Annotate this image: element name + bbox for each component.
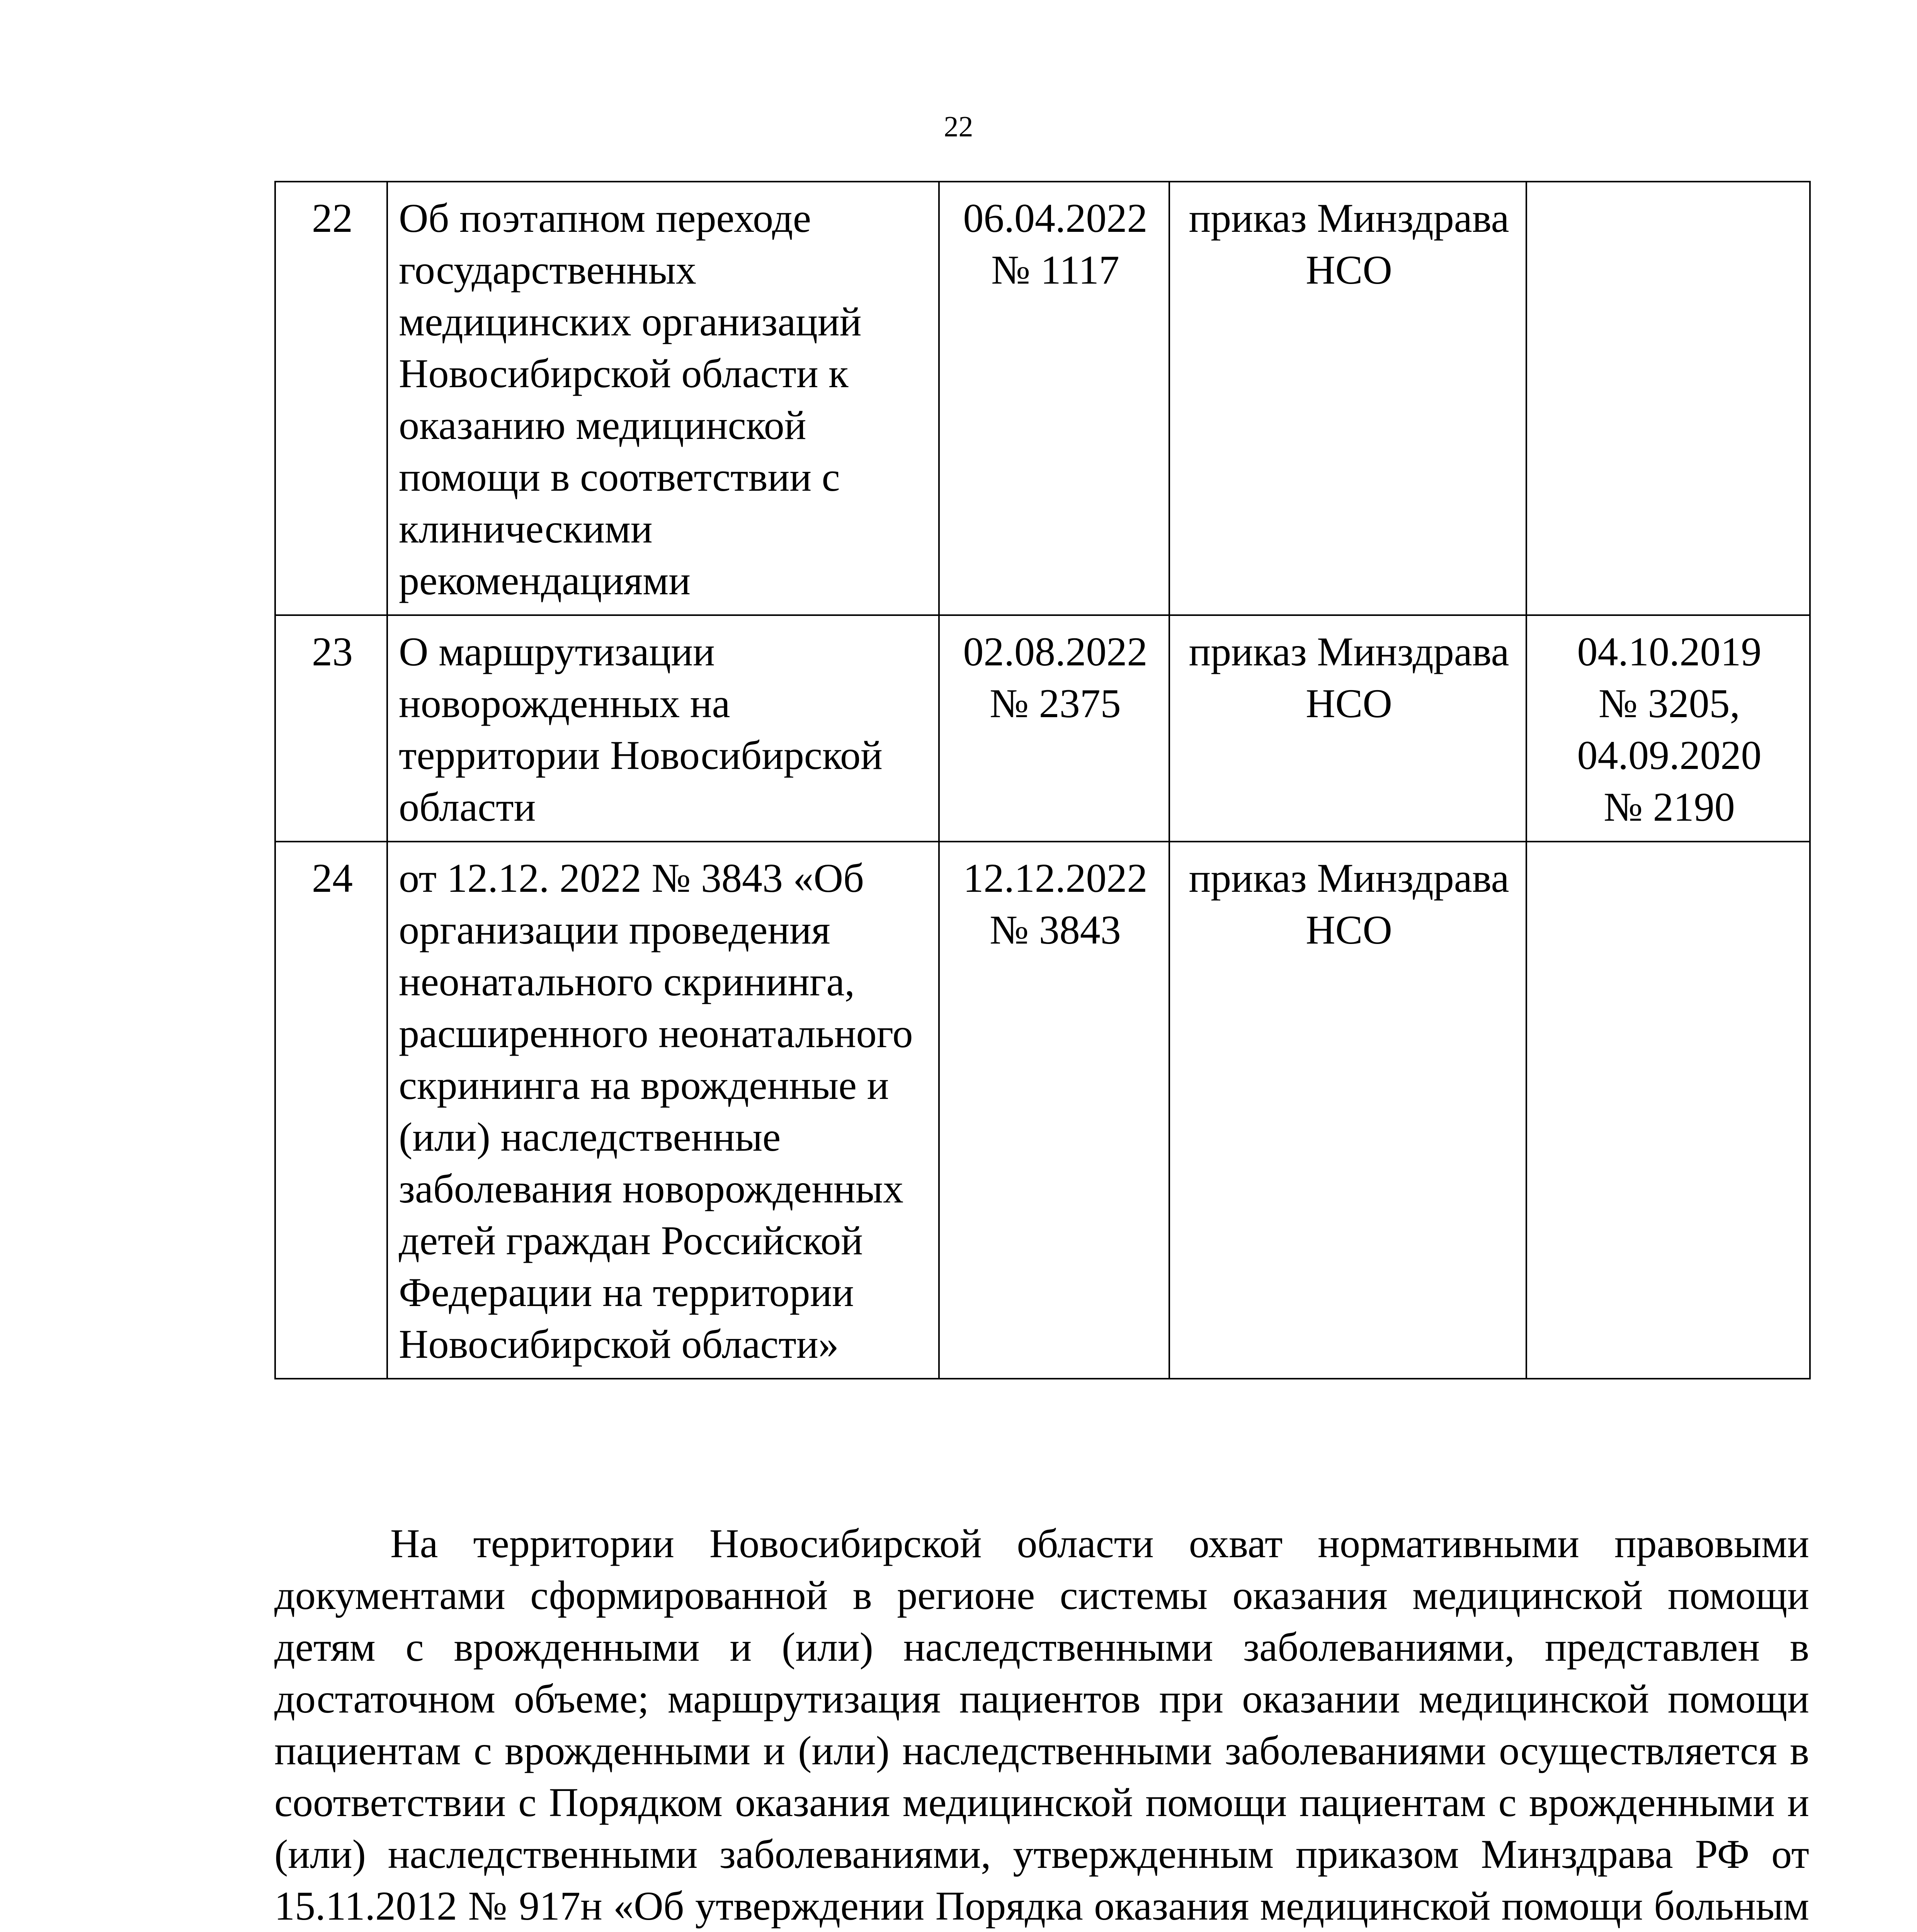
paragraph: На территории Новосибирской области охват нормативными правовыми документами сформированной в регионе системы оказания медицинской помощи детям с врожденными и (или) наследственными заболеваниями, представлен в достаточном объеме; маршрутизация пациентов при оказании медицинской помощи пациентам с врожденными и (или) наследственными заболеваниями осуществляется в соответствии с Порядком оказания медицинской помощи пациентам с врожденными и (или) наследственными заболеваниями, утвержденным приказом Минздрава РФ от 15.11.2012 № 917н «Об утверждении Порядка оказания медицинской помощи больным xyxy=(274,1521,1809,1929)
table-row xyxy=(275,182,1810,615)
document-type: приказ Минздрава НСО xyxy=(1169,182,1526,615)
document-date-cell xyxy=(939,842,1169,1379)
document-date-cell xyxy=(939,615,1169,842)
document-date: 12.12.2022 xyxy=(963,855,1148,901)
replaced-date: 04.09.2020 xyxy=(1577,733,1762,778)
table-row xyxy=(275,615,1810,842)
document-title: О маршрутизации новорожденных на территории Новосибирской области xyxy=(387,615,939,842)
document-number: № 2375 xyxy=(990,681,1121,726)
replaced-number: № 2190 xyxy=(1604,784,1735,830)
replaces-cell xyxy=(1526,182,1810,615)
document-type: приказ Минздрава НСО xyxy=(1169,615,1526,842)
replaced-date: 04.10.2019 xyxy=(1577,629,1762,674)
replaces-cell xyxy=(1526,842,1810,1379)
page-number: 22 xyxy=(944,111,973,143)
body-text xyxy=(274,1518,1809,1932)
document-number: № 3843 xyxy=(990,907,1121,952)
document-date: 02.08.2022 xyxy=(963,629,1148,674)
row-number: 24 xyxy=(275,842,387,1379)
replaces-cell xyxy=(1526,615,1810,842)
replaced-number: № 3205, xyxy=(1598,681,1740,726)
document-type: приказ Минздрава НСО xyxy=(1169,842,1526,1379)
document-number: № 1117 xyxy=(991,247,1119,293)
table-row xyxy=(275,842,1810,1379)
document-title: Об поэтапном переходе государственных медицинских организаций Новосибирской области к оказанию медицинской помощи в соответствии с клиническими рекомендациями xyxy=(387,182,939,615)
row-number: 23 xyxy=(275,615,387,842)
document-date-cell xyxy=(939,182,1169,615)
documents-table xyxy=(274,181,1811,1379)
document-date: 06.04.2022 xyxy=(963,196,1148,241)
document-title: от 12.12. 2022 № 3843 «Об организации проведения неонатального скрининга, расширенного неонатального скрининга на врожденные и (или) наследственные заболевания новорожденных детей граждан Российской Федерации на территории Новосибирской области» xyxy=(387,842,939,1379)
row-number: 22 xyxy=(275,182,387,615)
